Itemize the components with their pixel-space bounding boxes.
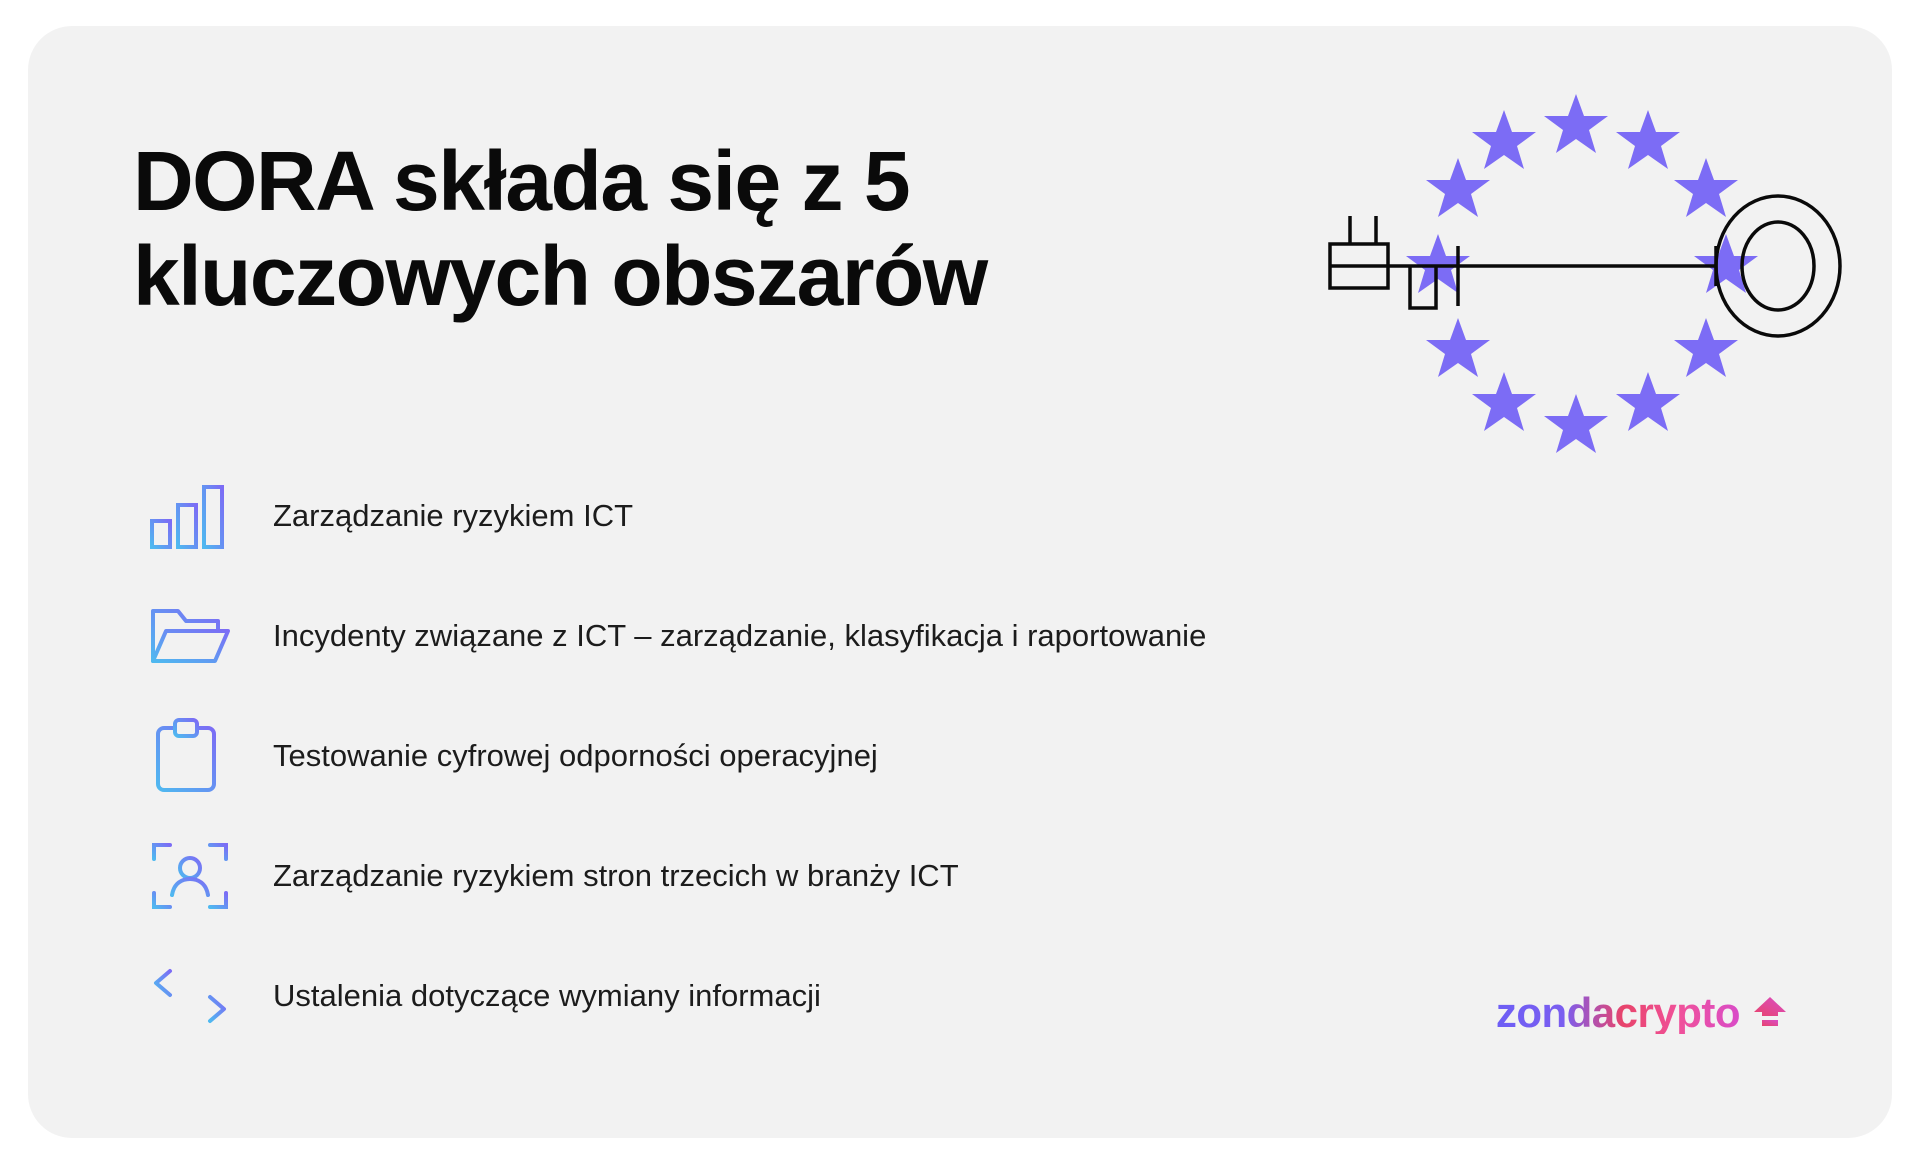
list-item [138, 696, 1268, 816]
user-scan-icon [138, 837, 273, 915]
list-item-label: Testowanie cyfrowej odporności operacyjnej [273, 737, 878, 773]
exchange-arrows-icon [138, 965, 273, 1027]
list-item-label: Zarządzanie ryzykiem ICT [273, 497, 634, 533]
key-icon [1330, 196, 1840, 336]
list-item [138, 936, 1268, 1056]
zondacrypto-logo [1452, 983, 1792, 1043]
folder-icon [138, 599, 273, 673]
list-item [138, 816, 1268, 936]
bar-chart-icon [138, 479, 273, 553]
info-card [28, 26, 1892, 1138]
eu-stars-key-illustration [1318, 76, 1858, 456]
list-item [138, 456, 1268, 576]
logo-text: zondacrypto [1495, 989, 1740, 1036]
list-item [138, 576, 1268, 696]
page-title: DORA składa się z 5 kluczowych obszarów [133, 134, 987, 323]
list-item-label: Ustalenia dotyczące wymiany informacji [273, 977, 821, 1013]
zonda-arrow-mark-icon [1748, 991, 1792, 1035]
clipboard-icon [138, 716, 273, 796]
key-areas-list [138, 456, 1268, 1056]
list-item-label: Incydenty związane z ICT – zarządzanie, klasyfikacja i raportowanie [273, 617, 1207, 653]
list-item-label: Zarządzanie ryzykiem stron trzecich w branży ICT [273, 857, 959, 893]
